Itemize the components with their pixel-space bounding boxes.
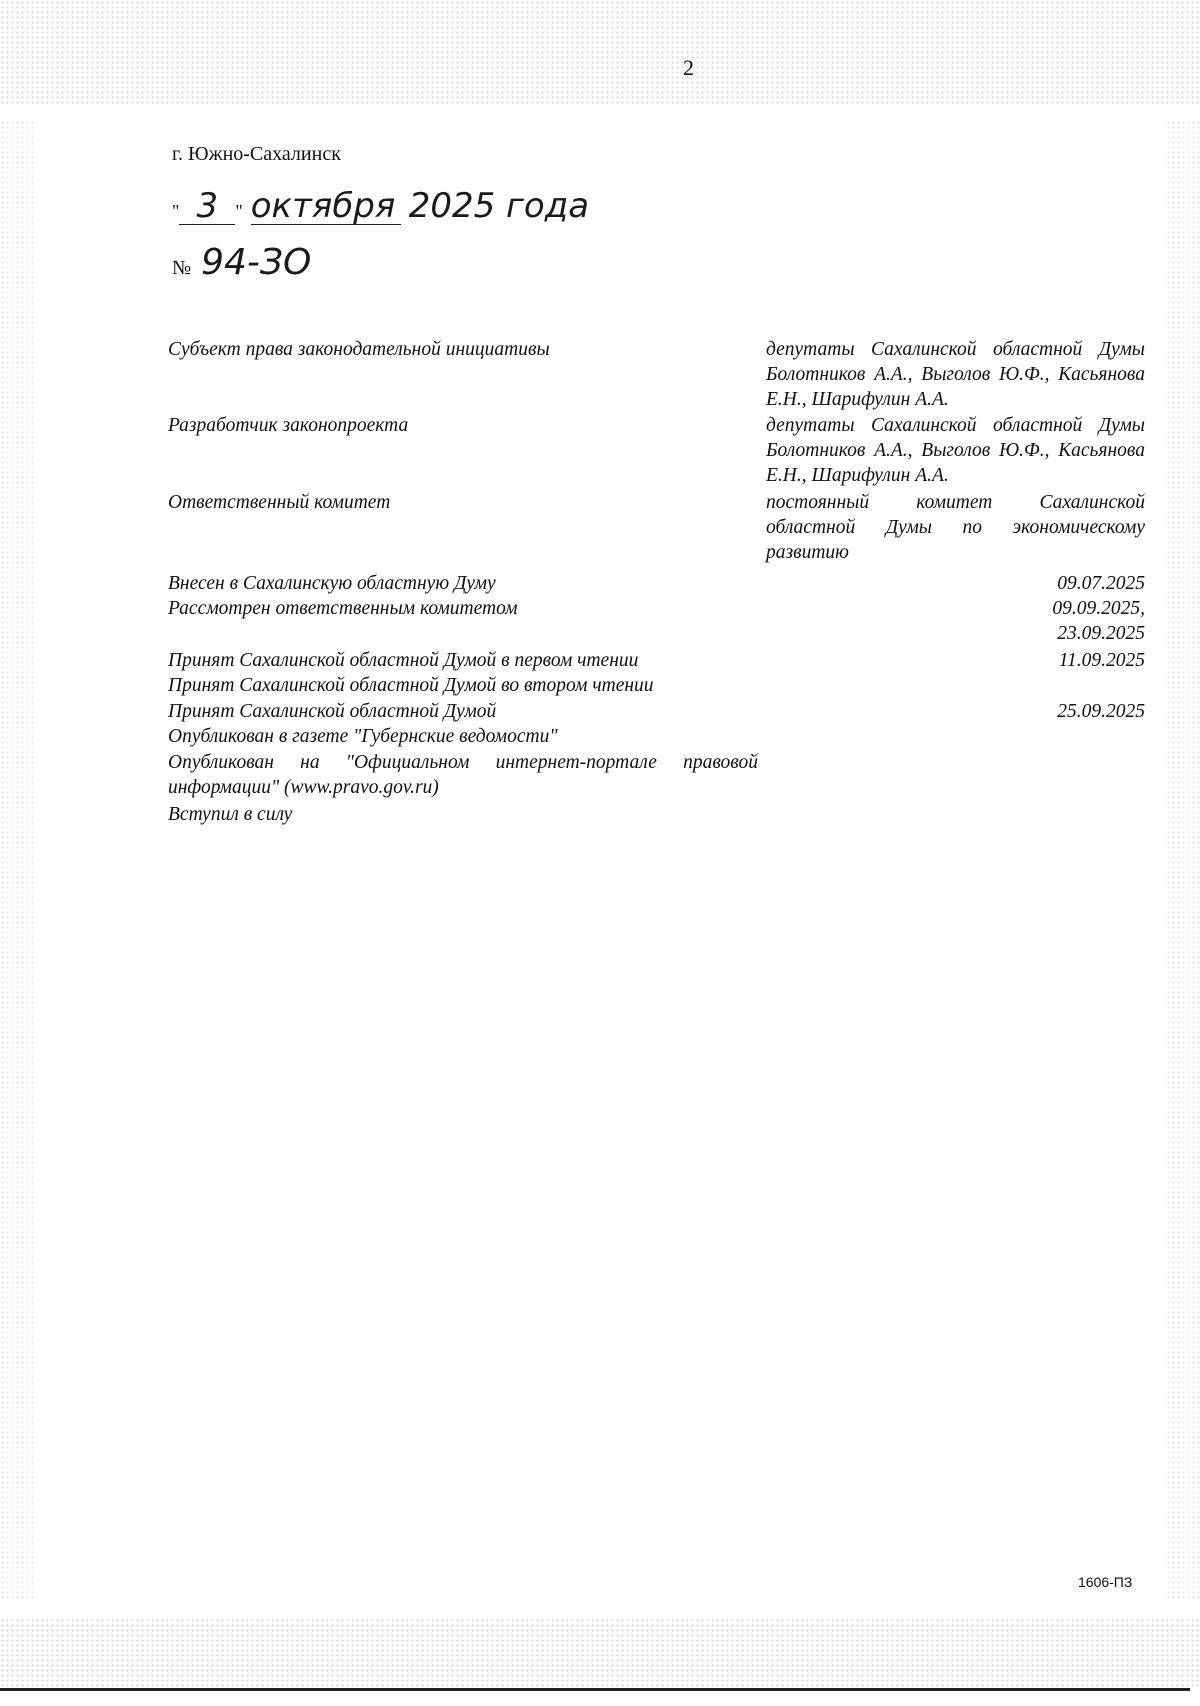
stage-date: 09.09.2025, 23.09.2025 (1052, 598, 1145, 644)
stage-label: Внесен в Сахалинскую областную Думу (168, 573, 496, 594)
stage-date: 09.07.2025 (1057, 573, 1145, 594)
stage-label: Вступил в силу (168, 804, 293, 825)
bottom-rule (0, 1688, 1190, 1691)
document-code: 1606-ПЗ (1078, 1574, 1133, 1590)
row-label: Субъект права законодательной инициативы (168, 339, 550, 360)
stage-label: Опубликован на "Официальном интернет-портале правовой информации" (www.pravo.gov.ru) (168, 752, 758, 798)
law-number (172, 242, 311, 283)
quote-open: " (172, 201, 180, 221)
scan-noise-left (0, 120, 36, 1600)
date-year: 2025 года (408, 186, 590, 226)
stage-label: Принят Сахалинской областной Думой в первом чтении (168, 650, 639, 671)
stage-label: Принят Сахалинской областной Думой (168, 701, 497, 722)
scan-noise-right (1166, 120, 1200, 1600)
number-value: 94-ЗО (201, 242, 312, 283)
quote-close: " (235, 201, 243, 221)
row-value: депутаты Сахалинской областной Думы Болотников А.А., Выголов Ю.Ф., Касьянова Е.Н., Шарифулин А.А. (766, 339, 1145, 410)
number-label: № (172, 257, 192, 279)
stage-label: Принят Сахалинской областной Думой во втором чтении (168, 675, 654, 696)
signing-date (172, 188, 589, 225)
stage-label: Опубликован в газете "Губернские ведомости" (168, 726, 558, 747)
city-line: г. Южно-Сахалинск (172, 143, 341, 165)
date-month: октября (251, 188, 401, 225)
row-value: постоянный комитет Сахалинской областной Думы по экономическому развитию (766, 492, 1145, 563)
stage-date: 11.09.2025 (1058, 650, 1145, 671)
date-day: 3 (179, 188, 235, 225)
stage-label: Рассмотрен ответственным комитетом (168, 598, 518, 619)
scan-noise-bottom (0, 1618, 1200, 1688)
row-label: Ответственный комитет (168, 492, 391, 513)
scan-noise-top (0, 0, 1200, 105)
page-number: 2 (683, 55, 694, 80)
row-label: Разработчик законопроекта (168, 415, 409, 436)
stage-date: 25.09.2025 (1057, 701, 1145, 722)
row-value: депутаты Сахалинской областной Думы Болотников А.А., Выголов Ю.Ф., Касьянова Е.Н., Шарифулин А.А. (766, 415, 1145, 486)
